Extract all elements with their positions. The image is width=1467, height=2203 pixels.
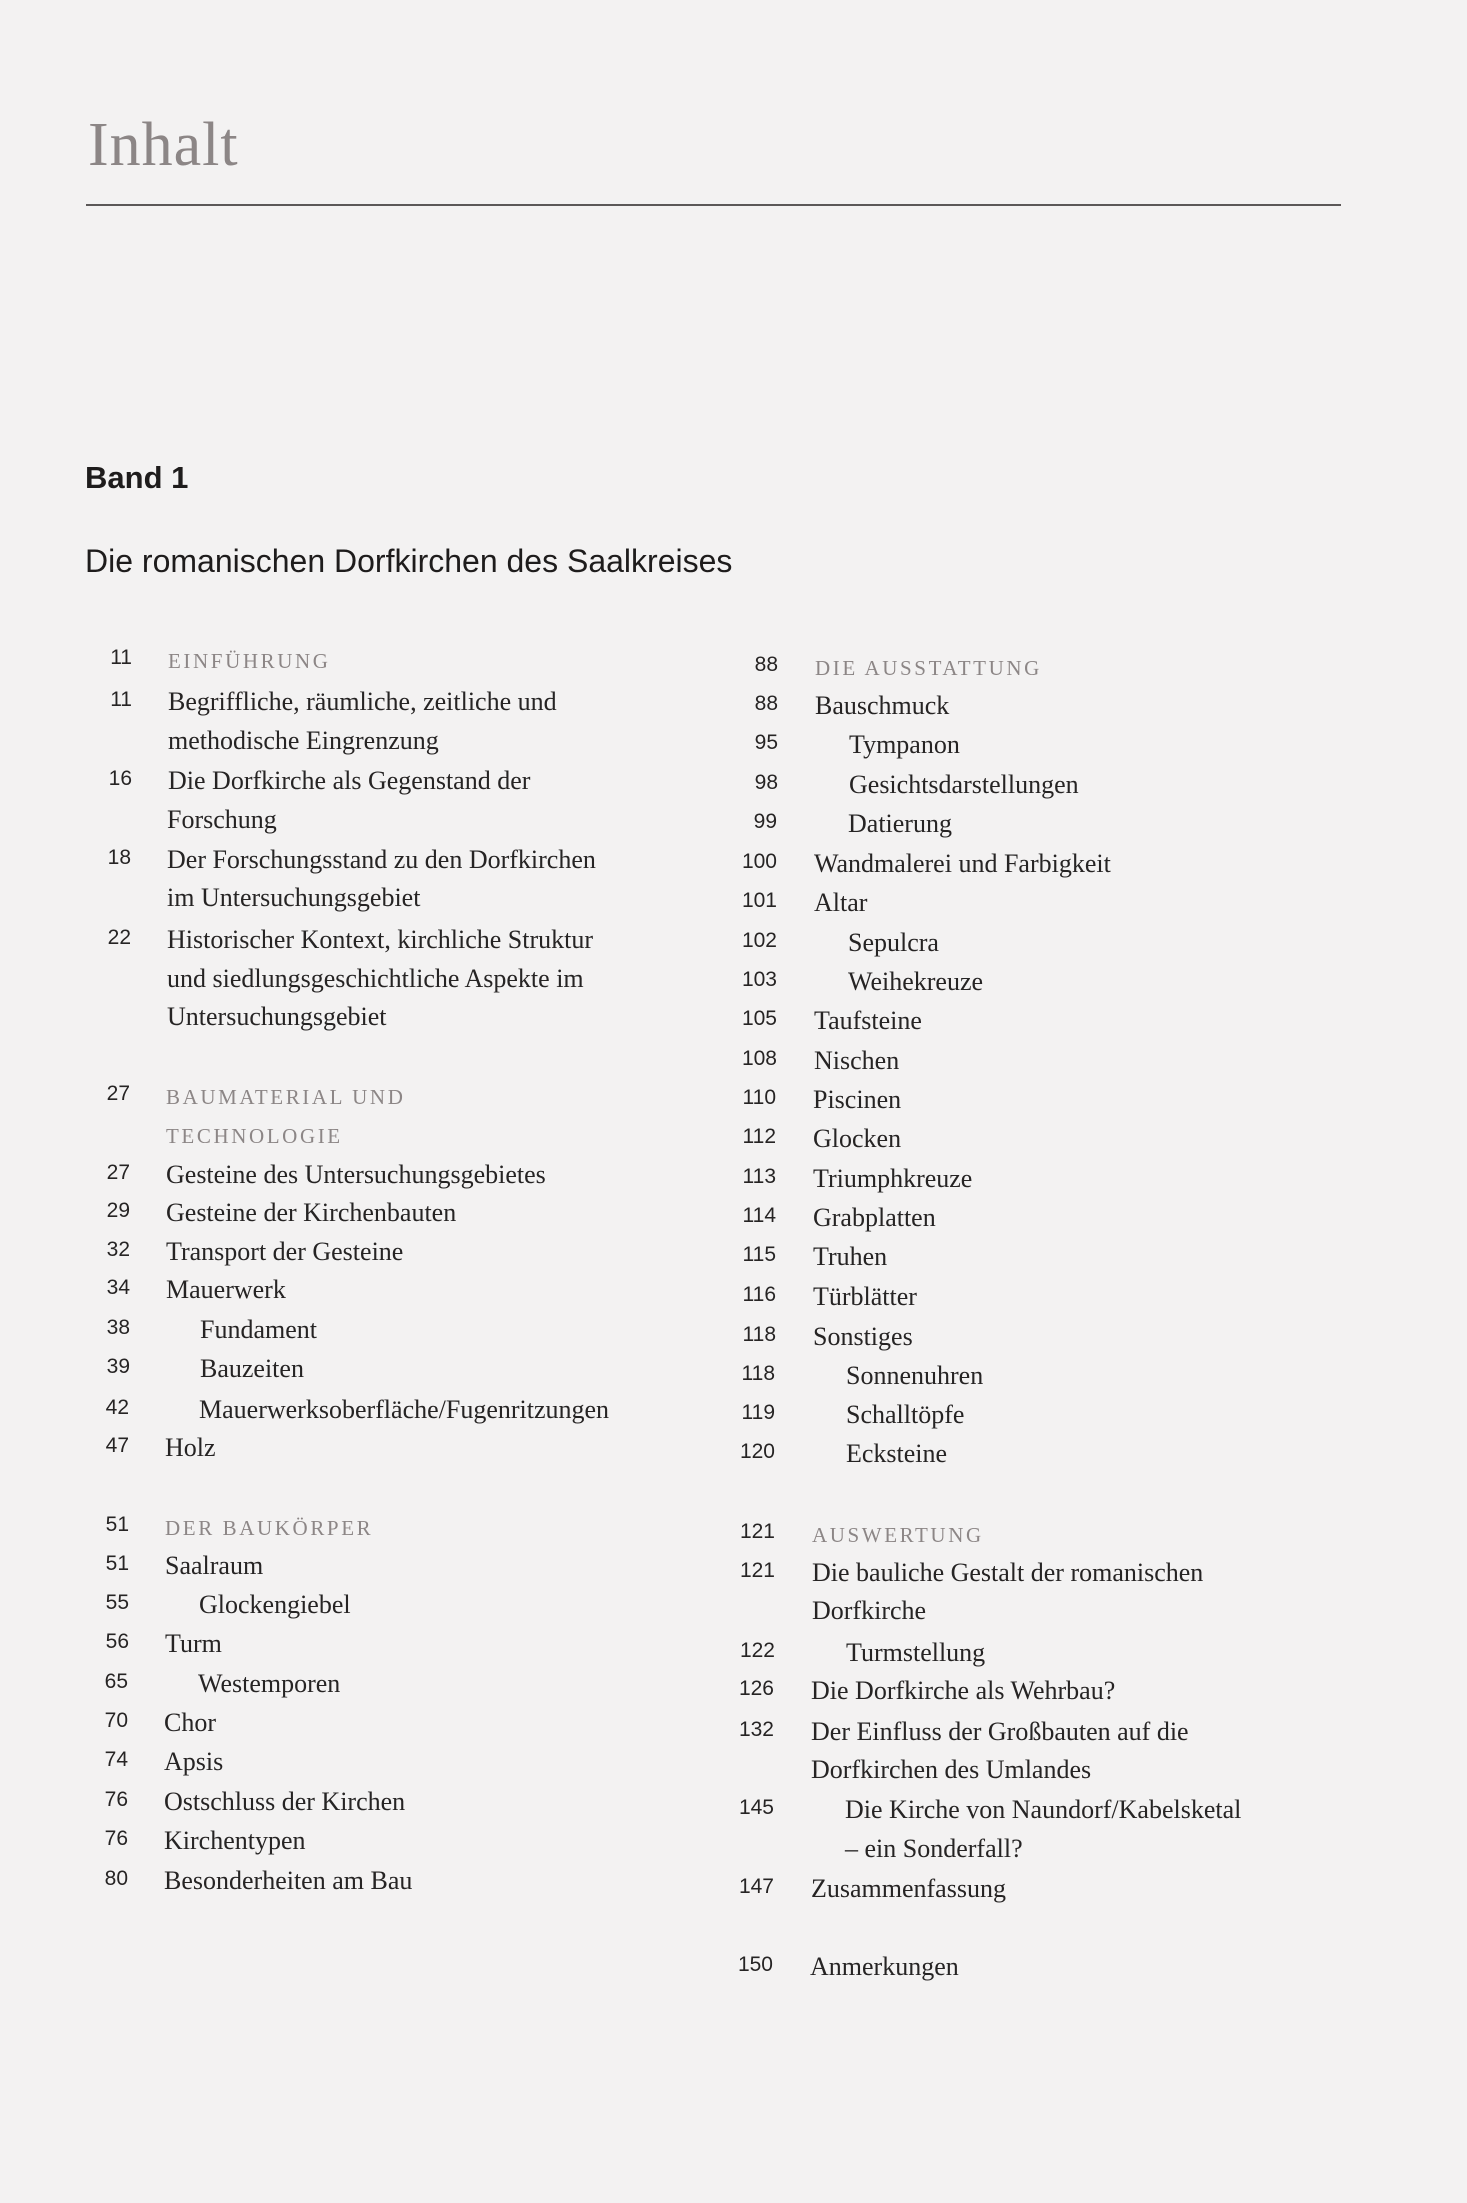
toc-entry-title: Glocken bbox=[813, 1124, 902, 1153]
toc-page-number: 105 bbox=[741, 1007, 777, 1030]
toc-entry-title: Der Einfluss der Großbauten auf die bbox=[811, 1717, 1189, 1746]
toc-page-number: 70 bbox=[104, 1709, 128, 1732]
toc-page-number: 32 bbox=[106, 1238, 130, 1261]
toc-entry-title: Türblätter bbox=[813, 1282, 917, 1311]
toc-page-number: 88 bbox=[754, 653, 778, 676]
toc-entry-title: Anmerkungen bbox=[810, 1952, 959, 1981]
toc-entry-title: Historischer Kontext, kirchliche Struktur bbox=[167, 925, 594, 954]
toc-entry-title: Weihekreuze bbox=[848, 967, 984, 996]
toc-entry-title: Datierung bbox=[848, 809, 952, 838]
toc-page-number: 120 bbox=[739, 1440, 775, 1463]
toc-page-number: 47 bbox=[105, 1434, 129, 1457]
toc-page-number: 18 bbox=[107, 846, 131, 869]
toc-page-number: 56 bbox=[105, 1630, 129, 1653]
toc-entry-title: Gesteine der Kirchenbauten bbox=[166, 1198, 457, 1227]
toc-entry-title: EINFÜHRUNG bbox=[168, 649, 331, 673]
toc-entry-title: Gesteine des Untersuchungsgebietes bbox=[166, 1160, 546, 1189]
toc-entry-title: Wandmalerei und Farbigkeit bbox=[814, 849, 1111, 878]
toc-page-number: 122 bbox=[739, 1639, 775, 1662]
toc-page-number: 150 bbox=[737, 1953, 773, 1976]
toc-page-number: 29 bbox=[106, 1199, 130, 1222]
toc-entry-title: Zusammenfassung bbox=[811, 1874, 1006, 1903]
toc-page-number: 121 bbox=[739, 1559, 775, 1582]
toc-entry-title: Piscinen bbox=[813, 1085, 902, 1114]
toc-page-number: 42 bbox=[105, 1396, 129, 1419]
toc-entry-title: Westemporen bbox=[198, 1669, 341, 1698]
toc-entry-title: und siedlungsgeschichtliche Aspekte im bbox=[167, 964, 584, 993]
toc-page-number: 22 bbox=[107, 926, 131, 949]
toc-page-number: 99 bbox=[753, 810, 777, 833]
toc-entry-title: Dorfkirche bbox=[812, 1596, 927, 1625]
toc-entry-title: Untersuchungsgebiet bbox=[167, 1002, 387, 1031]
toc-entry-title: Truhen bbox=[813, 1242, 888, 1271]
toc-entry-title: Mauerwerk bbox=[166, 1275, 286, 1304]
toc-entry-title: Glockengiebel bbox=[199, 1590, 351, 1619]
toc-entry-title: Taufsteine bbox=[814, 1006, 922, 1035]
toc-entry-title: Apsis bbox=[164, 1747, 224, 1776]
toc-entry-title: Holz bbox=[165, 1433, 216, 1462]
toc-entry-title: DER BAUKÖRPER bbox=[165, 1516, 374, 1540]
toc-entry-title: Transport der Gesteine bbox=[166, 1237, 404, 1266]
toc-page-number: 11 bbox=[110, 646, 132, 669]
toc-entry-title: Grabplatten bbox=[813, 1203, 936, 1232]
toc-entry-title: TECHNOLOGIE bbox=[166, 1124, 343, 1148]
toc-page-number: 119 bbox=[741, 1401, 775, 1424]
toc-page-number: 38 bbox=[106, 1316, 130, 1339]
toc-page-number: 27 bbox=[106, 1161, 130, 1184]
page-title: Inhalt bbox=[88, 111, 239, 179]
toc-entry-title: Die Kirche von Naundorf/Kabelsketal bbox=[845, 1795, 1242, 1824]
toc-page-number: 118 bbox=[742, 1323, 776, 1346]
toc-page-number: 110 bbox=[742, 1086, 776, 1109]
toc-entry-title: Schalltöpfe bbox=[846, 1400, 965, 1429]
toc-entry-title: Die Dorfkirche als Wehrbau? bbox=[811, 1676, 1116, 1705]
toc-page-number: 74 bbox=[104, 1748, 128, 1771]
toc-page-number: 113 bbox=[742, 1165, 776, 1188]
toc-page-number: 76 bbox=[104, 1788, 128, 1811]
toc-page-number: 76 bbox=[104, 1827, 128, 1850]
toc-page-number: 145 bbox=[738, 1796, 774, 1819]
toc-entry-title: Gesichtsdarstellungen bbox=[849, 770, 1079, 799]
toc-page-number: 114 bbox=[742, 1204, 776, 1227]
toc-page-number: 27 bbox=[106, 1082, 130, 1105]
toc-page-number: 55 bbox=[105, 1591, 129, 1614]
toc-page-number: 98 bbox=[754, 771, 778, 794]
toc-entry-title: Turmstellung bbox=[846, 1638, 986, 1667]
toc-page-number: 103 bbox=[741, 968, 777, 991]
toc-page-number: 11 bbox=[110, 688, 132, 711]
toc-entry-title: Chor bbox=[164, 1708, 216, 1737]
toc-entry-title: – ein Sonderfall? bbox=[845, 1834, 1023, 1863]
toc-entry-title: Forschung bbox=[167, 805, 277, 834]
toc-entry-title: Tympanon bbox=[849, 730, 960, 759]
toc-page-number: 108 bbox=[741, 1047, 777, 1070]
toc-page-number: 65 bbox=[104, 1670, 128, 1693]
toc-page-number: 118 bbox=[741, 1362, 775, 1385]
toc-page-number: 102 bbox=[741, 929, 777, 952]
toc-entry-title: Der Forschungsstand zu den Dorfkirchen bbox=[167, 845, 596, 874]
toc-entry-title: Turm bbox=[165, 1629, 222, 1658]
toc-page-number: 51 bbox=[105, 1513, 129, 1536]
toc-entry-title: Sonstiges bbox=[813, 1322, 913, 1351]
toc-entry-title: DIE AUSSTATTUNG bbox=[815, 656, 1042, 680]
toc-entry-title: Bauschmuck bbox=[815, 691, 950, 720]
toc-entry-title: Fundament bbox=[200, 1315, 317, 1344]
toc-entry-title: methodische Eingrenzung bbox=[168, 726, 439, 755]
toc-page-number: 95 bbox=[754, 731, 778, 754]
title-divider bbox=[86, 204, 1341, 206]
toc-page-number: 100 bbox=[741, 850, 777, 873]
toc-entry-title: Ecksteine bbox=[846, 1439, 948, 1468]
toc-page-number: 116 bbox=[742, 1283, 776, 1306]
volume-heading: Band 1 bbox=[85, 460, 189, 495]
toc-page-number: 132 bbox=[738, 1718, 774, 1741]
toc-page-number: 112 bbox=[742, 1125, 776, 1148]
toc-entry-title: Ostschluss der Kirchen bbox=[164, 1787, 406, 1816]
toc-entry-title: Die bauliche Gestalt der romanischen bbox=[812, 1558, 1204, 1587]
toc-entry-title: Altar bbox=[814, 888, 868, 917]
toc-entry-title: Nischen bbox=[814, 1046, 900, 1075]
toc-page-number: 115 bbox=[742, 1243, 776, 1266]
toc-page-number: 80 bbox=[104, 1867, 128, 1890]
toc-entry-title: Saalraum bbox=[165, 1551, 264, 1580]
toc-page-number: 34 bbox=[106, 1276, 130, 1299]
toc-page-number: 51 bbox=[105, 1552, 129, 1575]
volume-subtitle: Die romanischen Dorfkirchen des Saalkreises bbox=[85, 543, 733, 579]
toc-entry-title: Besonderheiten am Bau bbox=[164, 1866, 413, 1895]
toc-page-number: 121 bbox=[739, 1520, 775, 1543]
toc-entry-title: Sonnenuhren bbox=[846, 1361, 984, 1390]
toc-entry-title: Begriffliche, räumliche, zeitliche und bbox=[168, 687, 557, 716]
toc-page-number: 39 bbox=[106, 1355, 130, 1378]
toc-entry-title: Mauerwerksoberfläche/Fugenritzungen bbox=[199, 1395, 610, 1424]
toc-page-number: 16 bbox=[108, 767, 132, 790]
toc-page-number: 101 bbox=[741, 889, 777, 912]
toc-page-number: 88 bbox=[754, 692, 778, 715]
toc-entry-title: AUSWERTUNG bbox=[812, 1523, 984, 1547]
toc-entry-title: Kirchentypen bbox=[164, 1826, 306, 1855]
toc-entry-title: Dorfkirchen des Umlandes bbox=[811, 1755, 1092, 1784]
toc-entry-title: im Untersuchungsgebiet bbox=[167, 883, 421, 912]
toc-page-number: 147 bbox=[738, 1875, 774, 1898]
toc-page-number: 126 bbox=[738, 1677, 774, 1700]
toc-entry-title: Bauzeiten bbox=[200, 1354, 304, 1383]
toc-entry-title: BAUMATERIAL UND bbox=[166, 1085, 406, 1109]
toc-entry-title: Die Dorfkirche als Gegenstand der bbox=[168, 766, 531, 795]
toc-entry-title: Sepulcra bbox=[848, 928, 939, 957]
toc-entry-title: Triumphkreuze bbox=[813, 1164, 973, 1193]
